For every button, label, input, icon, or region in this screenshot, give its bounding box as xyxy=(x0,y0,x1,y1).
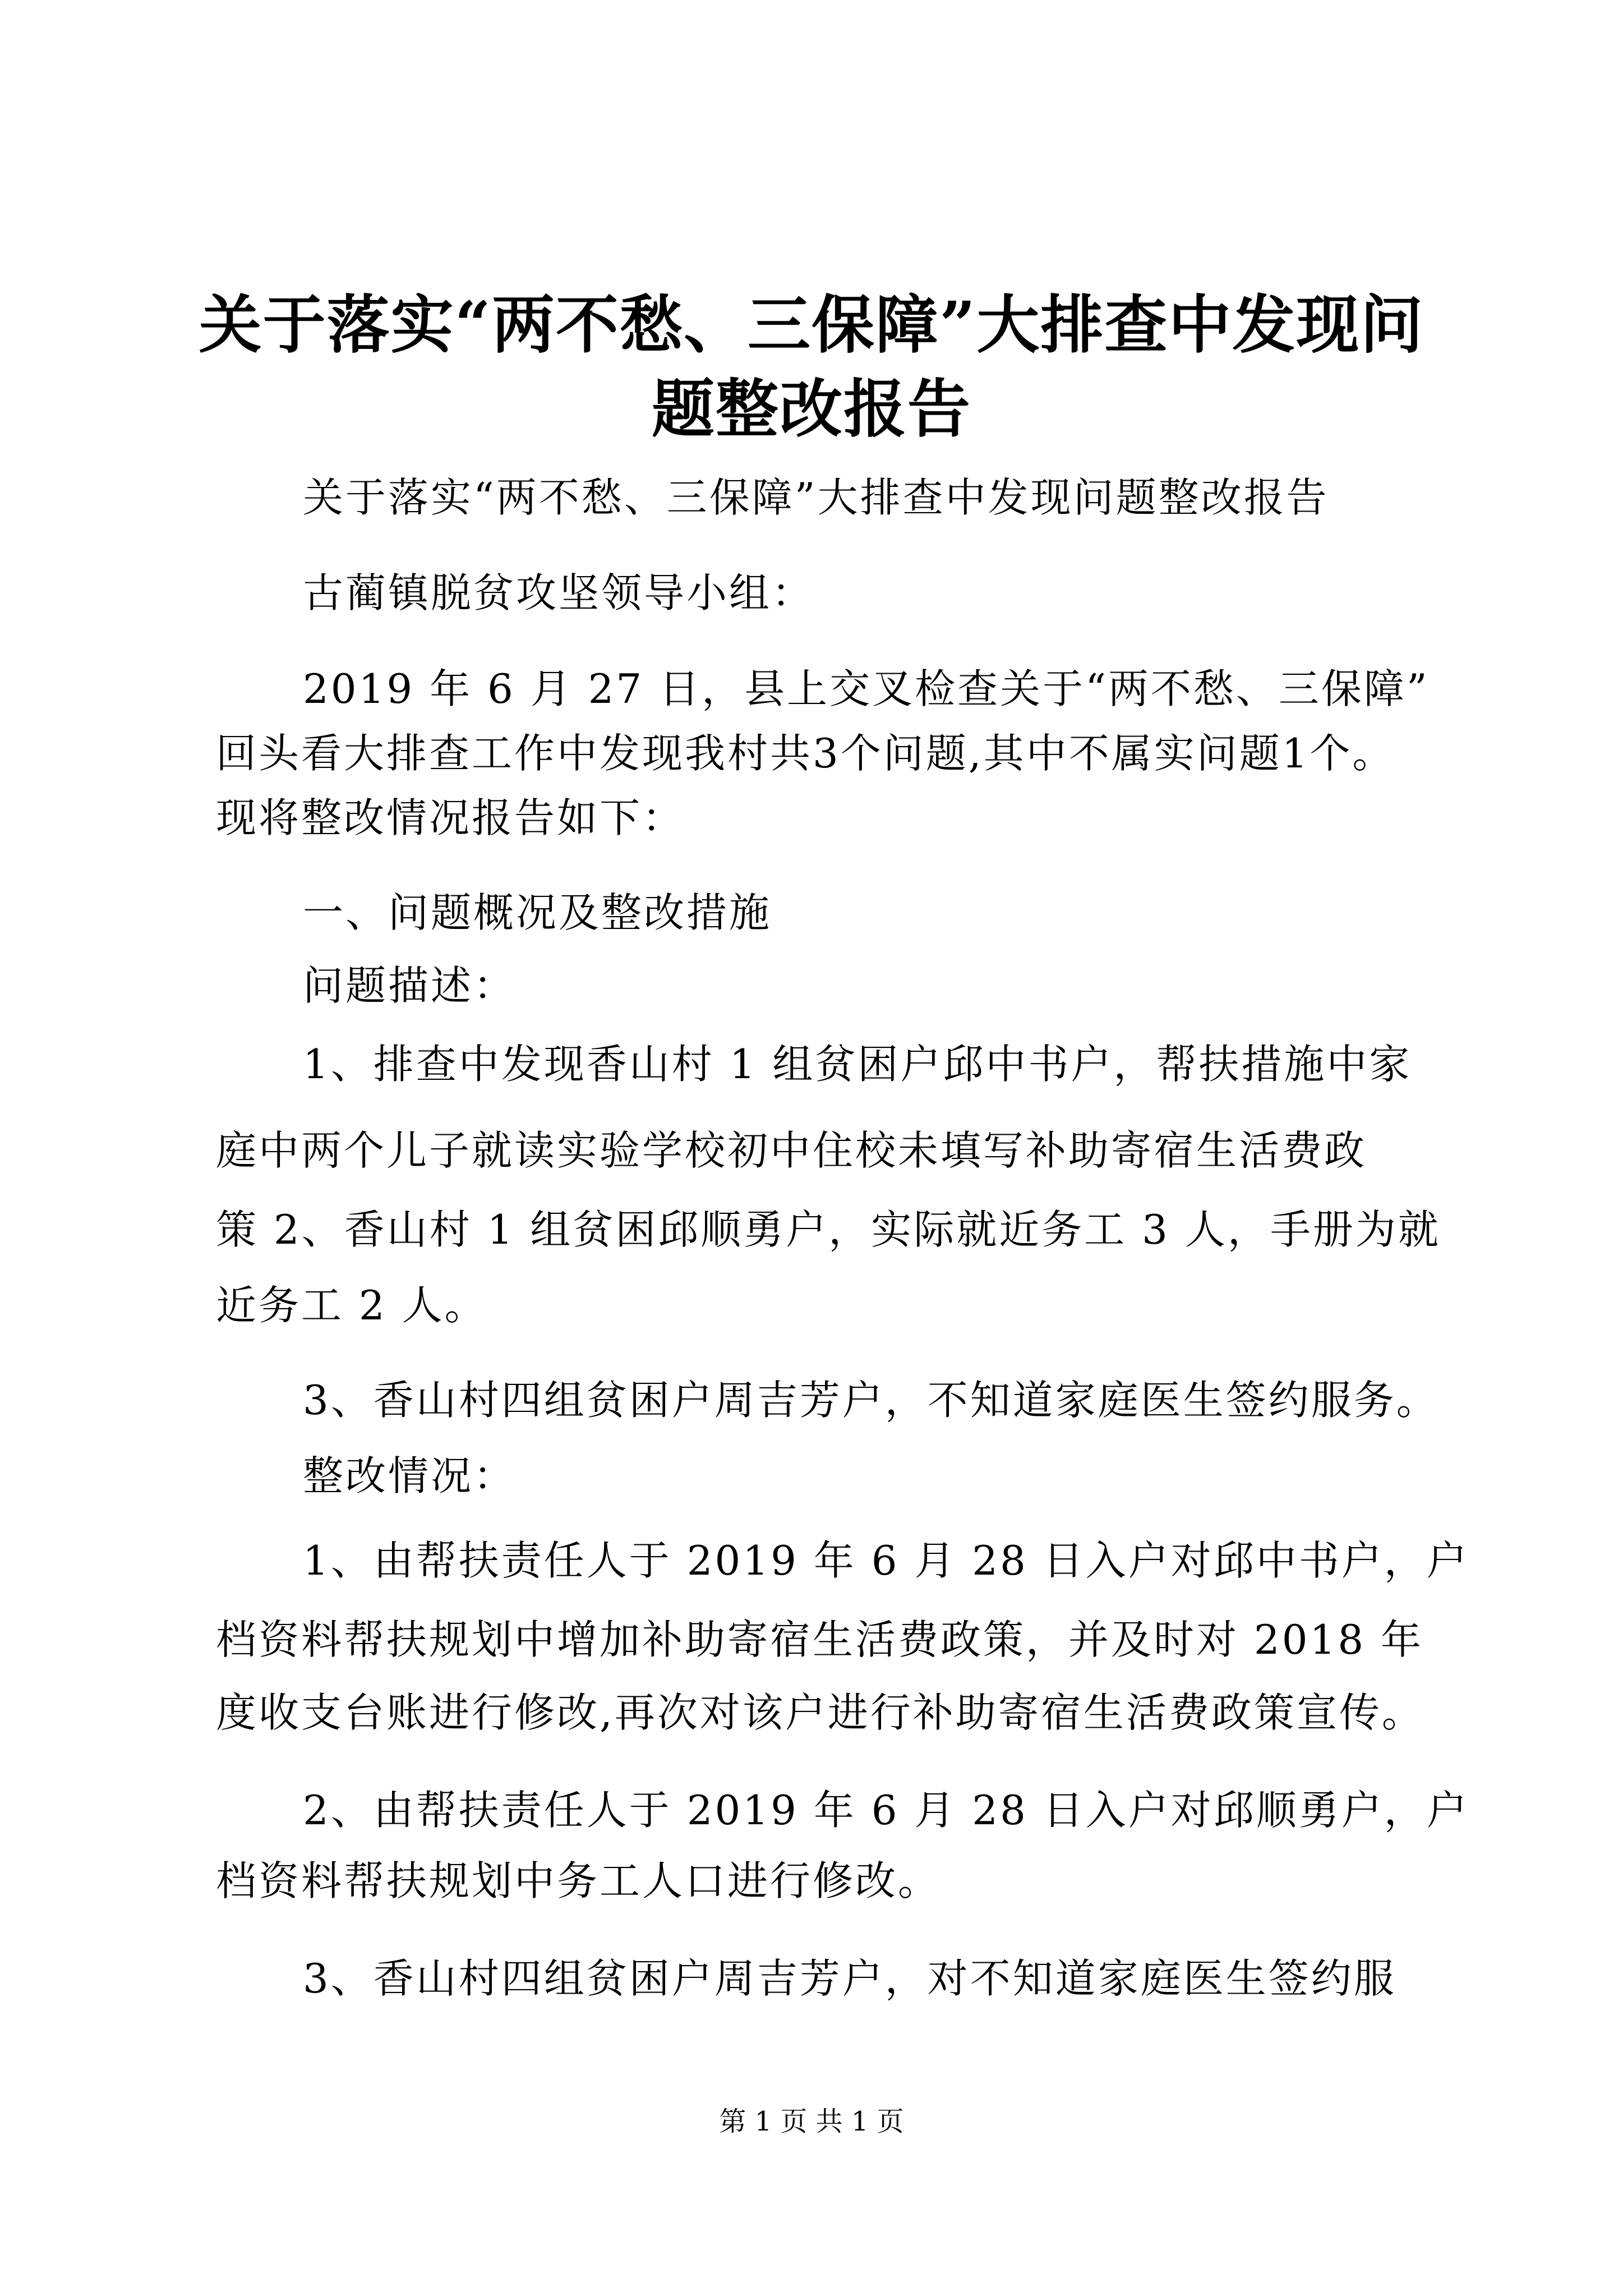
body-line: 3、香山村四组贫困户周吉芳户，不知道家庭医生签约服务。 xyxy=(303,1377,1439,1424)
subheading-problem-description: 问题描述： xyxy=(303,962,517,1009)
body-line: 回头看大排查工作中发现我村共3个问题,其中不属实问题1个。 xyxy=(216,730,1395,777)
body-line: 1、由帮扶责任人于 2019 年 6 月 28 日入户对邱中书户，户 xyxy=(303,1537,1469,1584)
document-title-line-1: 关于落实“两不愁、三保障”大排查中发现问 xyxy=(199,288,1424,362)
section-heading: 一、问题概况及整改措施 xyxy=(303,889,772,936)
subtitle-line: 关于落实“两不愁、三保障”大排查中发现问题整改报告 xyxy=(303,474,1329,521)
body-line: 度收支台账进行修改,再次对该户进行补助寄宿生活费政策宣传。 xyxy=(216,1689,1424,1736)
body-line: 庭中两个儿子就读实验学校初中住校未填写补助寄宿生活费政 xyxy=(216,1127,1367,1174)
body-line: 1、排查中发现香山村 1 组贫困户邱中书户，帮扶措施中家 xyxy=(303,1041,1412,1088)
body-line: 3、香山村四组贫困户周吉芳户，对不知道家庭医生签约服 xyxy=(303,1955,1396,2002)
body-line: 档资料帮扶规划中务工人口进行修改。 xyxy=(216,1857,941,1904)
page-footer: 第 1 页 共 1 页 xyxy=(719,2106,904,2137)
body-line: 策 2、香山村 1 组贫困邱顺勇户，实际就近务工 3 人，手册为就 xyxy=(216,1206,1441,1253)
document-title-line-2: 题整改报告 xyxy=(652,372,971,446)
body-line: 档资料帮扶规划中增加补助寄宿生活费政策，并及时对 2018 年 xyxy=(216,1616,1424,1663)
body-line: 近务工 2 人。 xyxy=(216,1282,487,1329)
subheading-rectification: 整改情况： xyxy=(303,1452,517,1499)
body-line: 现将整改情况报告如下： xyxy=(216,794,685,841)
addressee-line: 古蔺镇脱贫攻坚领导小组： xyxy=(303,569,815,616)
body-line: 2、由帮扶责任人于 2019 年 6 月 28 日入户对邱顺勇户，户 xyxy=(303,1787,1469,1834)
body-line: 2019 年 6 月 27 日，县上交叉检查关于“两不愁、三保障” xyxy=(303,665,1430,712)
